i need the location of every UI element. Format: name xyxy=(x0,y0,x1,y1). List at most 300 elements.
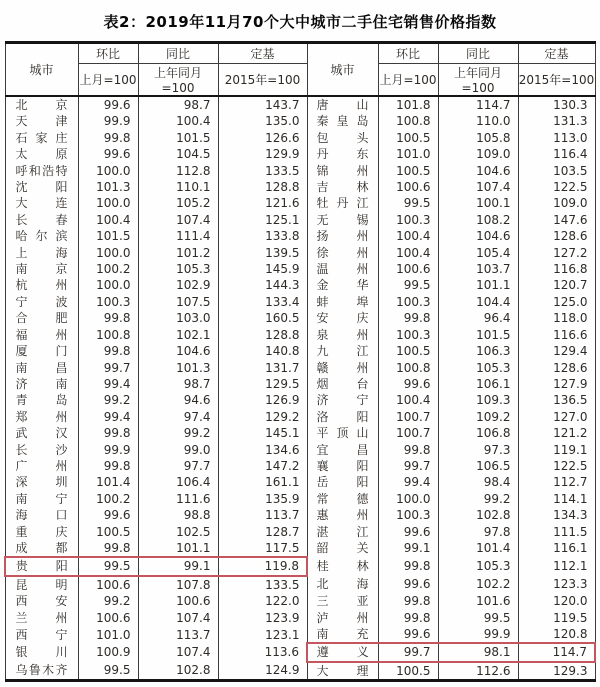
yoy-value-cell: 98.7 xyxy=(138,96,218,113)
city-name: 常 德 xyxy=(316,491,369,506)
yoy-value-cell: 101.1 xyxy=(438,277,518,293)
mom-value-cell: 99.6 xyxy=(78,96,138,113)
header-yoy-left: 同比 xyxy=(138,43,218,64)
yoy-value-cell: 94.6 xyxy=(138,392,218,408)
city-cell xyxy=(307,425,378,441)
city-name: 赣 州 xyxy=(316,360,369,375)
city-name: 桂 林 xyxy=(316,559,369,574)
city-name: 长 春 xyxy=(15,212,68,227)
city-name: 秦 皇 岛 xyxy=(316,114,369,129)
header-fixed-base-right: 2015年=100 xyxy=(518,64,595,97)
city-name: 南 昌 xyxy=(15,360,68,375)
city-name: 贵 阳 xyxy=(15,559,68,574)
city-name: 南 充 xyxy=(316,627,369,641)
header-fixed-right: 定基 xyxy=(518,43,595,64)
header-row-2 xyxy=(5,64,595,97)
city-cell xyxy=(5,277,78,293)
city-name: 郑 州 xyxy=(15,409,68,424)
yoy-value-cell: 101.2 xyxy=(138,245,218,261)
city-cell xyxy=(307,130,378,146)
yoy-value-cell: 99.9 xyxy=(438,626,518,643)
city-name: 石 家 庄 xyxy=(15,130,68,145)
base-value-cell: 126.9 xyxy=(218,392,307,408)
base-value-cell: 147.2 xyxy=(218,458,307,474)
table-row xyxy=(5,557,595,575)
base-value-cell: 114.1 xyxy=(518,491,595,507)
yoy-value-cell: 101.5 xyxy=(138,130,218,146)
yoy-value-cell: 107.4 xyxy=(438,179,518,195)
city-cell xyxy=(307,179,378,195)
city-name: 杭 州 xyxy=(15,278,68,293)
city-cell xyxy=(307,376,378,392)
city-cell xyxy=(5,593,78,609)
city-name: 乌 鲁 木 齐 xyxy=(15,663,68,678)
mom-value-cell: 99.1 xyxy=(378,540,438,557)
header-yoy-right: 同比 xyxy=(438,43,518,64)
city-cell xyxy=(5,507,78,523)
header-mom-left: 环比 xyxy=(78,43,138,64)
city-name: 韶 关 xyxy=(316,541,369,556)
yoy-value-cell: 102.9 xyxy=(138,277,218,293)
mom-value-cell: 100.2 xyxy=(78,261,138,277)
table-row xyxy=(5,425,595,441)
table-header xyxy=(5,43,595,97)
city-name: 平 顶 山 xyxy=(316,426,369,441)
header-yoy-base-right: 上年同月=100 xyxy=(438,64,518,97)
base-value-cell: 111.5 xyxy=(518,524,595,540)
city-cell xyxy=(307,626,378,643)
mom-value-cell: 99.8 xyxy=(378,557,438,575)
city-cell xyxy=(307,524,378,540)
mom-value-cell: 100.5 xyxy=(378,130,438,146)
yoy-value-cell: 100.1 xyxy=(438,195,518,211)
city-cell xyxy=(307,245,378,261)
mom-value-cell: 100.4 xyxy=(378,245,438,261)
yoy-value-cell: 99.0 xyxy=(138,442,218,458)
table-row xyxy=(5,96,595,113)
city-name: 金 华 xyxy=(316,278,369,293)
mom-value-cell: 99.5 xyxy=(378,277,438,293)
city-cell xyxy=(5,212,78,228)
city-cell xyxy=(5,96,78,113)
mom-value-cell: 99.4 xyxy=(78,409,138,425)
base-value-cell: 133.4 xyxy=(218,294,307,310)
table-row xyxy=(5,626,595,643)
yoy-value-cell: 108.2 xyxy=(438,212,518,228)
base-value-cell: 128.6 xyxy=(518,228,595,244)
header-mom-base-right: 上月=100 xyxy=(378,64,438,97)
mom-value-cell: 99.5 xyxy=(78,662,138,681)
mom-value-cell: 99.6 xyxy=(78,507,138,523)
base-value-cell: 116.8 xyxy=(518,261,595,277)
mom-value-cell: 100.2 xyxy=(78,491,138,507)
city-cell xyxy=(307,442,378,458)
city-cell xyxy=(5,146,78,162)
yoy-value-cell: 98.7 xyxy=(138,376,218,392)
yoy-value-cell: 102.1 xyxy=(138,327,218,343)
yoy-value-cell: 109.3 xyxy=(438,392,518,408)
base-value-cell: 133.5 xyxy=(218,576,307,593)
city-name: 青 岛 xyxy=(15,393,68,408)
mom-value-cell: 100.3 xyxy=(378,327,438,343)
yoy-value-cell: 107.4 xyxy=(138,610,218,626)
yoy-value-cell: 99.2 xyxy=(438,491,518,507)
city-cell xyxy=(5,491,78,507)
mom-value-cell: 99.6 xyxy=(378,626,438,643)
mom-value-cell: 99.9 xyxy=(78,442,138,458)
city-name: 大 理 xyxy=(316,663,369,678)
table-row xyxy=(5,458,595,474)
city-name: 成 都 xyxy=(15,540,68,555)
base-value-cell: 160.5 xyxy=(218,310,307,326)
city-cell xyxy=(307,294,378,310)
city-name: 银 川 xyxy=(15,645,68,660)
city-cell xyxy=(5,662,78,681)
base-value-cell: 133.5 xyxy=(218,163,307,179)
mom-value-cell: 100.3 xyxy=(378,507,438,523)
table-row xyxy=(5,310,595,326)
city-name: 沈 阳 xyxy=(15,180,68,195)
city-cell xyxy=(5,343,78,359)
base-value-cell: 116.4 xyxy=(518,146,595,162)
base-value-cell: 116.6 xyxy=(518,327,595,343)
mom-value-cell: 99.7 xyxy=(78,360,138,376)
table-row xyxy=(5,376,595,392)
city-name: 洛 阳 xyxy=(316,409,369,424)
mom-value-cell: 99.8 xyxy=(78,130,138,146)
yoy-value-cell: 104.6 xyxy=(438,163,518,179)
mom-value-cell: 100.5 xyxy=(378,343,438,359)
city-cell xyxy=(5,409,78,425)
yoy-value-cell: 107.4 xyxy=(138,643,218,661)
mom-value-cell: 100.3 xyxy=(378,212,438,228)
mom-value-cell: 100.6 xyxy=(78,576,138,593)
mom-value-cell: 99.8 xyxy=(78,425,138,441)
base-value-cell: 129.5 xyxy=(218,376,307,392)
table-row xyxy=(5,212,595,228)
city-cell xyxy=(307,195,378,211)
city-cell xyxy=(5,179,78,195)
base-value-cell: 123.1 xyxy=(218,626,307,643)
city-cell xyxy=(307,491,378,507)
header-fixed-left: 定基 xyxy=(218,43,307,64)
mom-value-cell: 99.8 xyxy=(78,540,138,557)
city-name: 烟 台 xyxy=(316,376,369,391)
city-name: 南 宁 xyxy=(15,491,68,506)
base-value-cell: 113.0 xyxy=(518,130,595,146)
table-row xyxy=(5,507,595,523)
yoy-value-cell: 100.4 xyxy=(138,113,218,129)
city-cell xyxy=(5,261,78,277)
yoy-value-cell: 106.8 xyxy=(438,425,518,441)
yoy-value-cell: 110.0 xyxy=(438,113,518,129)
city-name: 重 庆 xyxy=(15,524,68,539)
yoy-value-cell: 107.5 xyxy=(138,294,218,310)
table-row xyxy=(5,327,595,343)
mom-value-cell: 100.4 xyxy=(78,212,138,228)
city-cell xyxy=(5,360,78,376)
base-value-cell: 122.0 xyxy=(218,593,307,609)
city-cell xyxy=(307,458,378,474)
city-cell xyxy=(5,626,78,643)
yoy-value-cell: 107.4 xyxy=(138,212,218,228)
header-mom-right: 环比 xyxy=(378,43,438,64)
city-name: 天 津 xyxy=(15,114,68,129)
city-cell xyxy=(307,576,378,593)
mom-value-cell: 99.6 xyxy=(78,146,138,162)
yoy-value-cell: 99.2 xyxy=(138,425,218,441)
city-name: 泸 州 xyxy=(316,610,369,625)
table-row xyxy=(5,491,595,507)
table-row xyxy=(5,540,595,557)
yoy-value-cell: 114.7 xyxy=(438,96,518,113)
yoy-value-cell: 101.3 xyxy=(138,360,218,376)
city-name: 丹 东 xyxy=(316,147,369,162)
city-name: 泉 州 xyxy=(316,327,369,342)
city-name: 安 庆 xyxy=(316,311,369,326)
base-value-cell: 120.8 xyxy=(518,626,595,643)
mom-value-cell: 100.0 xyxy=(78,277,138,293)
base-value-cell: 130.3 xyxy=(518,96,595,113)
city-cell xyxy=(307,662,378,681)
city-name: 福 州 xyxy=(15,327,68,342)
yoy-value-cell: 110.1 xyxy=(138,179,218,195)
city-cell xyxy=(307,146,378,162)
city-cell xyxy=(5,524,78,540)
city-name: 牡 丹 江 xyxy=(316,196,369,211)
mom-value-cell: 100.0 xyxy=(78,163,138,179)
mom-value-cell: 100.4 xyxy=(378,392,438,408)
city-name: 惠 州 xyxy=(316,508,369,523)
city-cell xyxy=(5,294,78,310)
base-value-cell: 131.7 xyxy=(218,360,307,376)
mom-value-cell: 101.0 xyxy=(78,626,138,643)
city-cell xyxy=(5,228,78,244)
city-cell xyxy=(307,392,378,408)
header-fixed-base-left: 2015年=100 xyxy=(218,64,307,97)
base-value-cell: 116.1 xyxy=(518,540,595,557)
base-value-cell: 128.8 xyxy=(218,179,307,195)
city-cell xyxy=(307,360,378,376)
city-name: 厦 门 xyxy=(15,344,68,359)
yoy-value-cell: 100.6 xyxy=(138,593,218,609)
price-index-table xyxy=(4,41,596,682)
base-value-cell: 103.5 xyxy=(518,163,595,179)
city-name: 北 京 xyxy=(15,98,68,112)
mom-value-cell: 99.5 xyxy=(78,557,138,575)
city-cell xyxy=(5,474,78,490)
yoy-value-cell: 105.8 xyxy=(438,130,518,146)
yoy-value-cell: 102.2 xyxy=(438,576,518,593)
city-cell xyxy=(307,507,378,523)
city-cell xyxy=(5,376,78,392)
city-name: 武 汉 xyxy=(15,426,68,441)
mom-value-cell: 101.3 xyxy=(78,179,138,195)
city-name: 襄 阳 xyxy=(316,458,369,473)
mom-value-cell: 100.8 xyxy=(378,360,438,376)
header-mom-base-left: 上月=100 xyxy=(78,64,138,97)
table-row xyxy=(5,113,595,129)
table-row xyxy=(5,245,595,261)
table-row xyxy=(5,643,595,661)
table-title: 表2：2019年11月70个大中城市二手住宅销售价格指数 xyxy=(103,13,497,31)
yoy-value-cell: 111.6 xyxy=(138,491,218,507)
base-value-cell: 128.8 xyxy=(218,327,307,343)
mom-value-cell: 99.8 xyxy=(378,310,438,326)
table-row xyxy=(5,610,595,626)
yoy-value-cell: 99.5 xyxy=(438,610,518,626)
mom-value-cell: 99.2 xyxy=(78,392,138,408)
city-cell xyxy=(5,442,78,458)
yoy-value-cell: 113.7 xyxy=(138,626,218,643)
city-cell xyxy=(307,540,378,557)
yoy-value-cell: 101.6 xyxy=(438,593,518,609)
base-value-cell: 127.0 xyxy=(518,409,595,425)
yoy-value-cell: 102.8 xyxy=(438,507,518,523)
base-value-cell: 121.2 xyxy=(518,425,595,441)
city-cell xyxy=(307,163,378,179)
city-name: 合 肥 xyxy=(15,311,68,326)
mom-value-cell: 99.8 xyxy=(378,442,438,458)
city-name: 济 南 xyxy=(15,376,68,391)
city-cell xyxy=(5,245,78,261)
yoy-value-cell: 101.4 xyxy=(438,540,518,557)
highlighted-city-cell xyxy=(307,643,378,661)
city-name: 包 头 xyxy=(316,130,369,145)
mom-value-cell: 99.5 xyxy=(378,195,438,211)
mom-value-cell: 100.5 xyxy=(378,662,438,681)
mom-value-cell: 99.8 xyxy=(378,593,438,609)
yoy-value-cell: 106.3 xyxy=(438,343,518,359)
city-name: 湛 江 xyxy=(316,524,369,539)
table-row xyxy=(5,146,595,162)
table-row xyxy=(5,294,595,310)
base-value-cell: 133.8 xyxy=(218,228,307,244)
city-name: 南 京 xyxy=(15,262,68,277)
yoy-value-cell: 96.4 xyxy=(438,310,518,326)
city-cell xyxy=(307,610,378,626)
base-value-cell: 113.6 xyxy=(218,643,307,661)
base-value-cell: 120.0 xyxy=(518,593,595,609)
mom-value-cell: 100.3 xyxy=(378,294,438,310)
city-cell xyxy=(5,195,78,211)
yoy-value-cell: 109.0 xyxy=(438,146,518,162)
mom-value-cell: 99.4 xyxy=(378,474,438,490)
table-row xyxy=(5,662,595,681)
yoy-value-cell: 104.5 xyxy=(138,146,218,162)
mom-value-cell: 100.7 xyxy=(378,425,438,441)
table-row xyxy=(5,277,595,293)
base-value-cell: 112.7 xyxy=(518,474,595,490)
yoy-value-cell: 106.1 xyxy=(438,376,518,392)
city-name: 扬 州 xyxy=(316,229,369,244)
city-name: 宜 昌 xyxy=(316,442,369,457)
yoy-value-cell: 105.3 xyxy=(438,557,518,575)
mom-value-cell: 100.8 xyxy=(378,113,438,129)
yoy-value-cell: 98.1 xyxy=(438,643,518,661)
base-value-cell: 120.7 xyxy=(518,277,595,293)
base-value-cell: 140.8 xyxy=(218,343,307,359)
yoy-value-cell: 104.4 xyxy=(438,294,518,310)
city-cell xyxy=(5,130,78,146)
header-city-right: 城市 xyxy=(307,43,378,97)
mom-value-cell: 101.0 xyxy=(378,146,438,162)
table-body xyxy=(5,96,595,681)
mom-value-cell: 101.8 xyxy=(378,96,438,113)
yoy-value-cell: 99.1 xyxy=(138,557,218,575)
city-name: 济 宁 xyxy=(316,393,369,408)
city-name: 长 沙 xyxy=(15,442,68,457)
mom-value-cell: 99.6 xyxy=(378,376,438,392)
yoy-value-cell: 105.3 xyxy=(438,360,518,376)
city-cell xyxy=(307,409,378,425)
city-cell xyxy=(307,277,378,293)
city-name: 岳 阳 xyxy=(316,475,369,490)
base-value-cell: 131.3 xyxy=(518,113,595,129)
base-value-cell: 124.9 xyxy=(218,662,307,681)
city-cell xyxy=(5,458,78,474)
city-cell xyxy=(307,212,378,228)
city-cell xyxy=(5,163,78,179)
table-row xyxy=(5,261,595,277)
mom-value-cell: 100.0 xyxy=(78,195,138,211)
city-name: 九 江 xyxy=(316,344,369,359)
city-name: 兰 州 xyxy=(15,610,68,625)
city-name: 吉 林 xyxy=(316,180,369,195)
mom-value-cell: 100.9 xyxy=(78,643,138,661)
yoy-value-cell: 97.4 xyxy=(138,409,218,425)
base-value-cell: 143.7 xyxy=(218,96,307,113)
city-name: 哈 尔 滨 xyxy=(15,229,68,244)
yoy-value-cell: 111.4 xyxy=(138,228,218,244)
base-value-cell: 128.7 xyxy=(218,524,307,540)
city-name: 上 海 xyxy=(15,245,68,260)
city-name: 宁 波 xyxy=(15,294,68,309)
yoy-value-cell: 104.6 xyxy=(138,343,218,359)
base-value-cell: 113.7 xyxy=(218,507,307,523)
yoy-value-cell: 103.0 xyxy=(138,310,218,326)
base-value-cell: 125.1 xyxy=(218,212,307,228)
mom-value-cell: 99.7 xyxy=(378,458,438,474)
table-row xyxy=(5,163,595,179)
yoy-value-cell: 109.2 xyxy=(438,409,518,425)
yoy-value-cell: 98.8 xyxy=(138,507,218,523)
mom-value-cell: 99.6 xyxy=(378,524,438,540)
yoy-value-cell: 103.7 xyxy=(438,261,518,277)
mom-value-cell: 99.9 xyxy=(78,113,138,129)
table-row xyxy=(5,343,595,359)
table-row xyxy=(5,409,595,425)
city-name: 无 锡 xyxy=(316,212,369,227)
mom-value-cell: 99.7 xyxy=(378,643,438,661)
mom-value-cell: 101.5 xyxy=(78,228,138,244)
city-name: 蚌 埠 xyxy=(316,294,369,309)
base-value-cell: 136.5 xyxy=(518,392,595,408)
mom-value-cell: 100.6 xyxy=(378,261,438,277)
base-value-cell: 119.1 xyxy=(518,442,595,458)
mom-value-cell: 100.0 xyxy=(378,491,438,507)
base-value-cell: 129.3 xyxy=(518,662,595,681)
table-row xyxy=(5,228,595,244)
base-value-cell: 123.3 xyxy=(518,576,595,593)
base-value-cell: 119.8 xyxy=(218,557,307,575)
city-cell xyxy=(307,113,378,129)
city-name: 深 圳 xyxy=(15,475,68,490)
city-cell xyxy=(307,228,378,244)
mom-value-cell: 100.6 xyxy=(78,610,138,626)
yoy-value-cell: 105.4 xyxy=(438,245,518,261)
city-cell xyxy=(5,392,78,408)
